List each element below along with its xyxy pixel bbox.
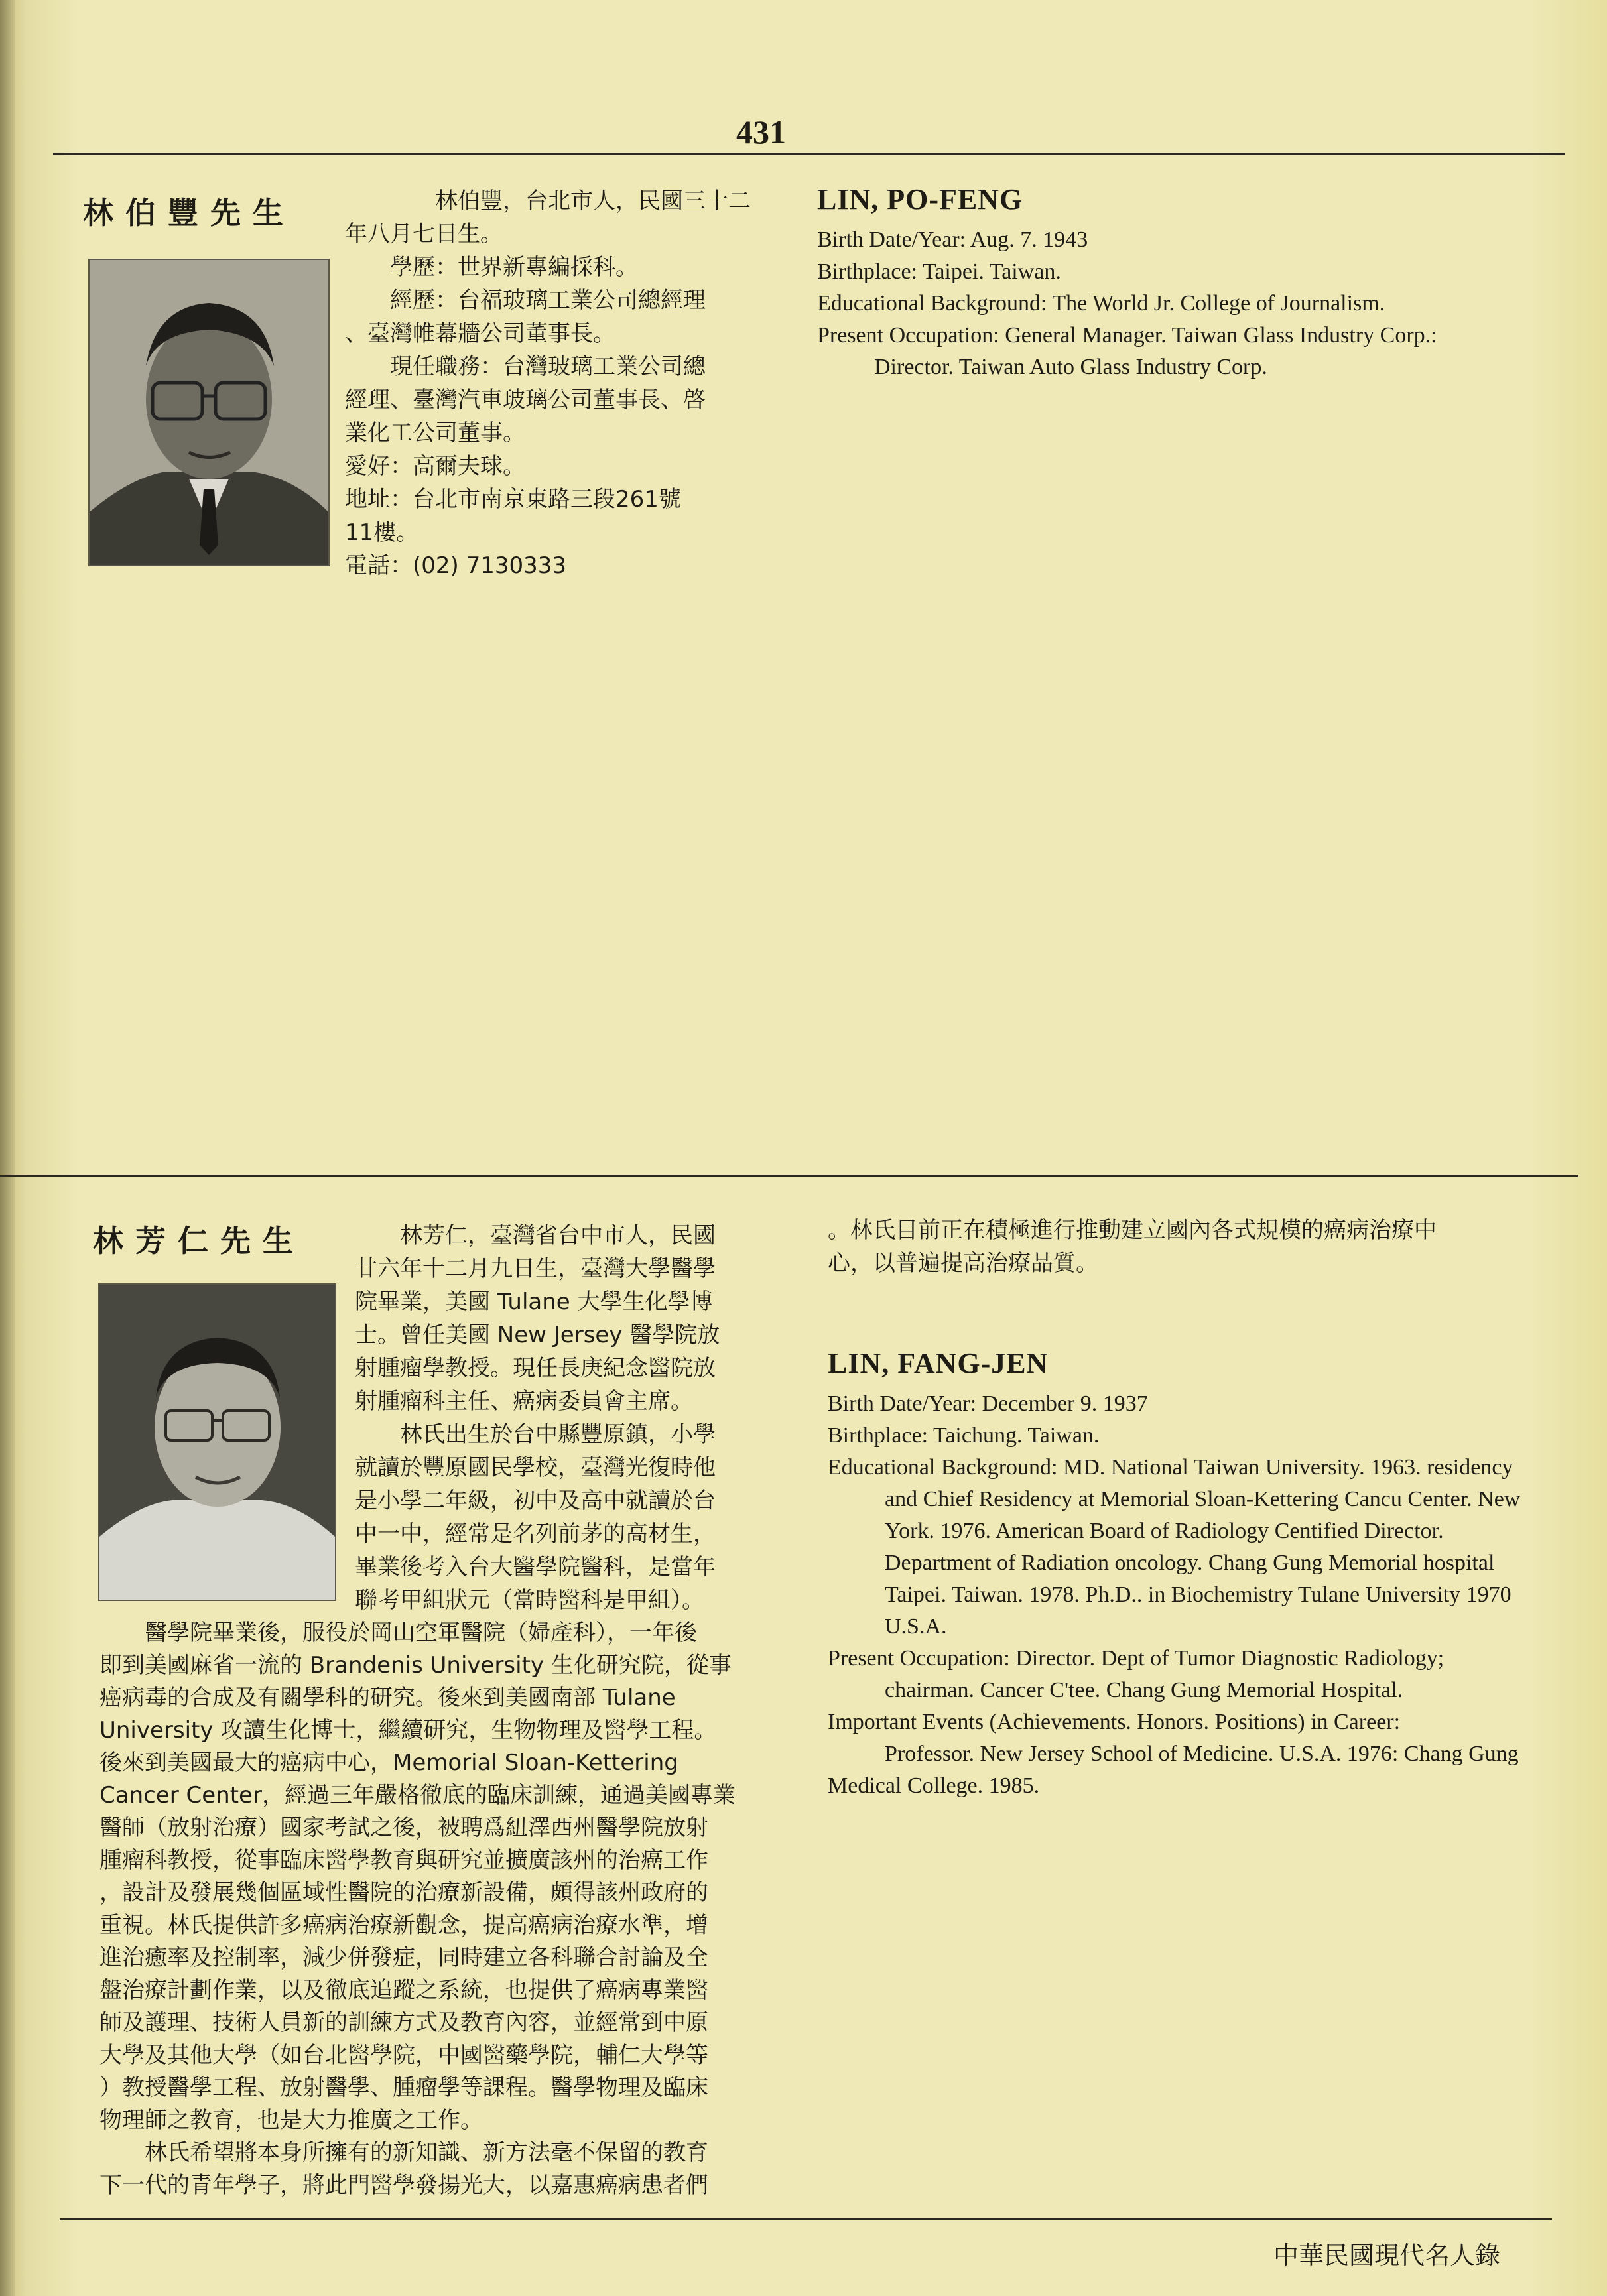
entry1-birth-date: Birth Date/Year: Aug. 7. 1943: [817, 227, 1088, 252]
entry2-birthplace: Birthplace: Taichung. Taiwan.: [828, 1423, 1100, 1448]
entry2-occupation: Present Occupation: Director. Dept of Tumor Diagnostic Radiology; chairman. Cancer C'tee. Chang Gung Memorial Hospital.: [828, 1646, 1445, 1702]
footer-book-title: 中華民國現代名人錄: [1273, 2241, 1501, 2270]
entry2-portrait-photo: [98, 1283, 336, 1601]
entry2-career-positions: Professor. New Jersey School of Medicine. U.S.A. 1976: Chang Gung Medical College. 1985.: [828, 1742, 1519, 1798]
entry2-name-en: LIN, FANG-JEN: [828, 1347, 1049, 1379]
portrait-man-glasses-image: [99, 1285, 335, 1600]
entry2-bio-zh-main: 醫學院畢業後，服役於岡山空軍醫院（婦產科），一年後 即到美國麻省一流的 Brandenis University 生化研究院，從事 癌病毒的合成及有關學科的研究。後來到美國南部 Tulane University 攻讀生化博士，繼續研究，生物物理及醫學工程。 後來到美國最大的癌病中心，Memorial Sloan-Kettering Cancer Center，經過三年嚴格徹底的臨床訓練，通過美國專業 醫師（放射治療）國家考試之後，被聘爲紐澤西州醫學院放射 腫瘤科教授，從事臨床醫學教育與研究並擴廣該州的治癌工作 ，設計及發展幾個區域性醫院的治療新設備，頗得該州政府的 重視。林氏提供許多癌病治療新觀念，提高癌病治療水準，增 進治癒率及控制率，減少併發症，同時建立各科聯合討論及全 盤治療計劃作業，以及徹底追蹤之系統，也提供了癌病專業醫 師及護理、技術人員新的訓練方式及教育內容，並經常到中原 大學及其他大學（如台北醫學院，中國醫藥學院，輔仁大學等 ）教授醫學工程、放射醫學、腫瘤學等課程。醫學物理及臨床 物理師之教育，也是大力推廣之工作。 林氏希望將本身所擁有的新知識、新方法毫不保留的教育 下一代的青年學子，將此門醫學發揚光大，以嘉惠癌病患者們: [99, 1620, 736, 2199]
page-number: 431: [736, 113, 786, 151]
entry1-portrait-photo: [88, 259, 330, 566]
entry2-bio-zh-beside-photo: 林芳仁，臺灣省台中市人，民國 廿六年十二月九日生，臺灣大學醫學 院畢業，美國 Tulane 大學生化學博 士。曾任美國 New Jersey 醫學院放 射腫瘤學教授。現任長庚紀念醫院放 射腫瘤科主任、癌病委員會主席。 林氏出生於台中縣豐原鎮，小學 就讀於豐原國民學校，臺灣光復時他 是小學二年級，初中及高中就讀於台 中一中，經常是名列前茅的高材生， 畢業後考入台大醫學院醫科，是當年 聯考甲組狀元（當時醫科是甲組）。: [355, 1222, 720, 1614]
entry2-bio-zh-continued: 。林氏目前正在積極進行推動建立國內各式規模的癌病治療中 心，以普遍提高治療品質。: [828, 1217, 1437, 1277]
entry1-name-en: LIN, PO-FENG: [817, 183, 1023, 216]
portrait-man-glasses-image: [90, 260, 328, 565]
footer-rule: [60, 2218, 1552, 2220]
entry1-english-block: [817, 182, 1513, 383]
entry1-education: Educational Background: The World Jr. College of Journalism.: [817, 291, 1385, 316]
entry2-name-zh: 林芳仁先生: [93, 1223, 305, 1259]
header-rule: [53, 153, 1565, 155]
section-divider-rule: [0, 1175, 1578, 1177]
entry1-occupation: Present Occupation: General Manager. Taiwan Glass Industry Corp.: Director. Taiwan Auto Glass Industry Corp.: [817, 323, 1437, 379]
entry2-english-block: [828, 1346, 1524, 1802]
entry2-education: Educational Background: MD. National Taiwan University. 1963. residency and Chief Residency at Memorial Sloan-Kettering Cancu Center. New York. 1976. American Board of Radiology Centified Director. Department of Radiation oncology. Chang Gung Memorial hospital Taipei. Taiwan. 1978. Ph.D.. in Biochemistry Tulane University 1970 U.S.A.: [828, 1455, 1521, 1639]
book-gutter-shadow: [0, 0, 15, 2296]
entry1-bio-zh: 林伯豐，台北市人，民國三十二 年八月七日生。 學歷：世界新專編採科。 經歷：台福玻璃工業公司總經理 、臺灣帷幕牆公司董事長。 現任職務：台灣玻璃工業公司總 經理、臺灣汽車玻璃公司董事長、啓 業化工公司董事。 愛好：高爾夫球。 地址：台北市南京東路三段261號 11樓。 電話：(02) 7130333: [345, 188, 751, 579]
entry1-birthplace: Birthplace: Taipei. Taiwan.: [817, 259, 1061, 284]
entry2-important-events: Important Events (Achievements. Honors. Positions) in Career:: [828, 1710, 1401, 1734]
entry1-name-zh: 林伯豐先生: [83, 195, 295, 231]
entry2-birth-date: Birth Date/Year: December 9. 1937: [828, 1391, 1148, 1416]
